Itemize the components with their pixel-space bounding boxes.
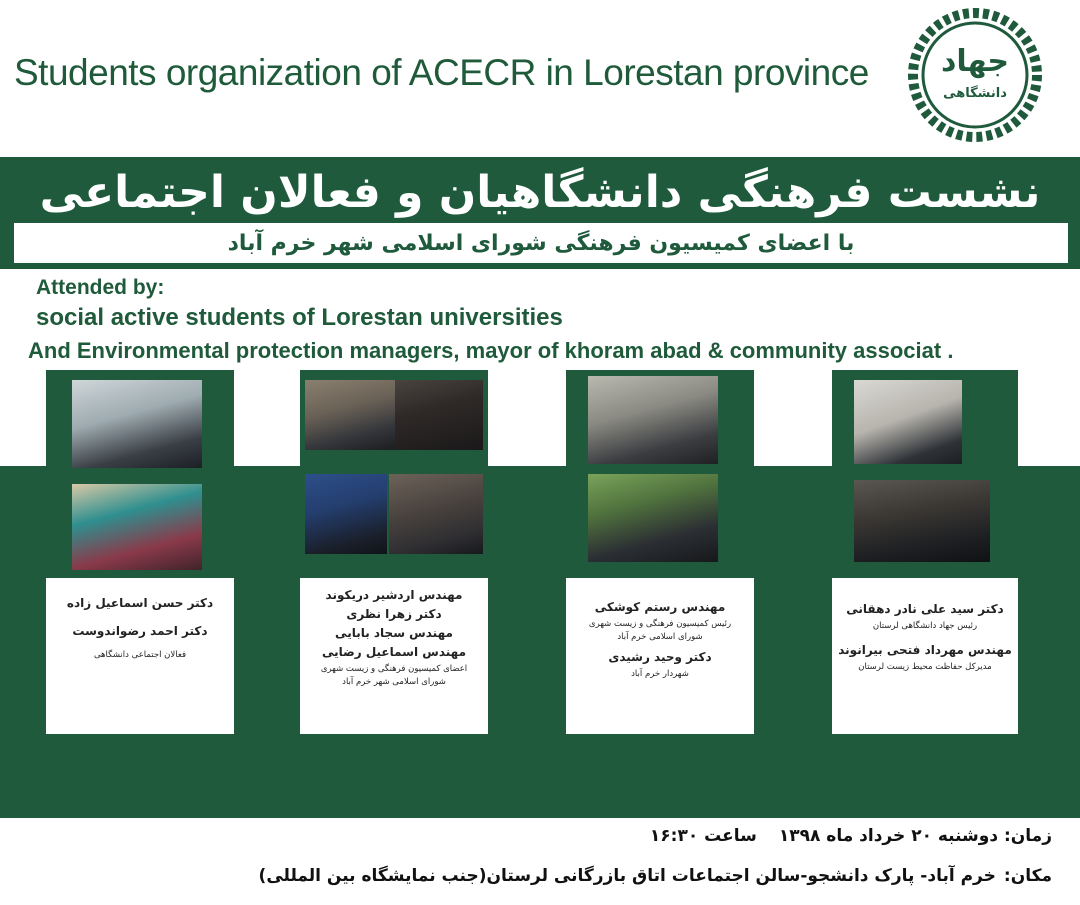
speaker-role: رئیس کمیسیون فرهنگی و زیست شهری [588,619,732,629]
speaker-name: مهندس مهرداد فتحی بیرانوند [838,643,1012,657]
attended-label: Attended by: [36,276,165,299]
acecr-seal-logo [905,5,1045,145]
logo-main-text: جهاد [940,44,1010,79]
logo-sub-text: دانشگاهی [943,86,1007,101]
speaker-photo [72,484,202,570]
speaker-names [572,600,748,682]
organization-title: Students organization of ACECR in Lorestan province [14,52,869,93]
speaker-photo [854,480,990,562]
speaker-photo [588,376,718,464]
event-place-label: مکان: [1003,866,1052,886]
speaker-name: مهندس اردشیر دریکوند [325,588,463,602]
speaker-name: مهندس اسماعیل رضایی [321,645,467,659]
speaker-role: اعضای کمیسیون فرهنگی و زیست شهری [320,664,468,674]
speaker-name: دکتر احمد رضواندوست [72,624,208,638]
speaker-photo [389,474,483,554]
speaker-name: مهندس سجاد بابایی [335,626,453,640]
event-place-value: خرم آباد- پارک دانشجو-سالن اجتماعات اتاق بازرگانی لرستان(جنب نمایشگاه بین المللی) [258,866,996,886]
speaker-photo [395,380,483,450]
speaker-role: شهردار خرم آباد [631,669,689,679]
banner-subtitle: با اعضای کمیسیون فرهنگی شورای اسلامی شهر خرم آباد [14,223,1068,263]
attended-line-1: social active students of Lorestan universities [36,304,563,331]
speaker-card-3 [300,370,488,734]
speaker-names [838,602,1012,675]
speaker-role: مدیرکل حفاظت محیط زیست لرستان [858,662,992,672]
speaker-photo [72,380,202,468]
speaker-name: مهندس رستم کوشکی [594,600,726,614]
event-place [259,866,1052,886]
speaker-names [306,588,482,690]
speaker-name: دکتر سید علی نادر دهقانی [846,602,1004,616]
speaker-names [52,596,228,663]
speaker-photo [305,380,395,450]
speaker-card-4 [46,370,234,734]
speaker-card-2 [566,370,754,734]
event-date: زمان: دوشنبه ۲۰ خرداد ماه ۱۳۹۸ [778,826,1052,846]
attended-line-2: And Environmental protection managers, mayor of khoram abad & community associat . [28,338,954,363]
speaker-photo [305,474,387,554]
speaker-card-1 [832,370,1018,734]
event-time [650,826,1052,846]
speaker-role: شورای اسلامی خرم آباد [617,632,703,642]
speaker-photo [854,380,962,464]
speaker-name: دکتر زهرا نظری [346,607,442,621]
speaker-name: دکتر وحید رشیدی [608,650,712,664]
speaker-photo [588,474,718,562]
speaker-role: شورای اسلامی شهر خرم آباد [342,677,446,687]
banner-title: نشست فرهنگی دانشگاهیان و فعالان اجتماعی [39,166,1041,218]
speaker-role: فعالان اجتماعی دانشگاهی [93,650,187,660]
speaker-role: رئیس جهاد دانشگاهی لرستان [872,621,978,631]
event-hour: ساعت ۱۶:۳۰ [649,826,757,846]
speaker-name: دکتر حسن اسماعیل زاده [66,596,214,610]
